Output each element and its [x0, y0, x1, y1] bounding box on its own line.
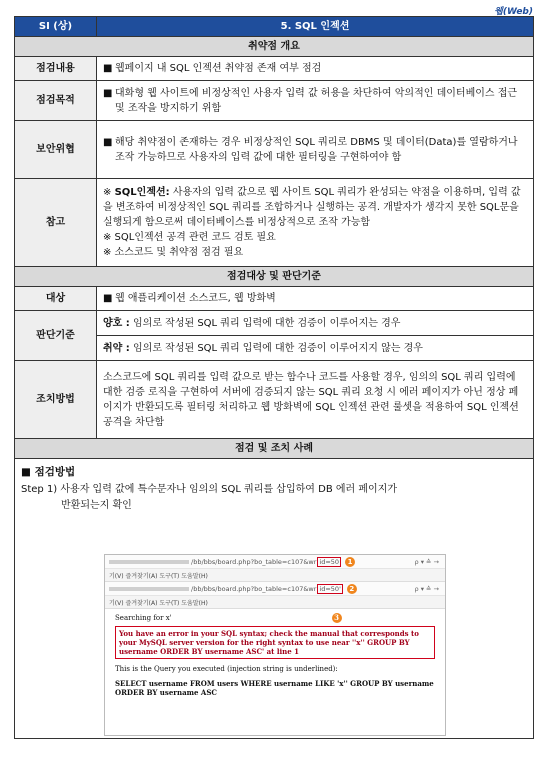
label-check-content: 점검내용	[15, 57, 97, 81]
label-threat: 보안위협	[15, 121, 97, 179]
title-cell: 5. SQL 인젝션	[97, 17, 534, 37]
step-1: Step 1) 사용자 입력 값에 특수문자나 임의의 SQL 쿼리를 삽입하여 DB 에러 페이지가 반환되는지 확인	[21, 484, 398, 511]
menu-bar-2: 기(V) 즐겨찾기(A) 도구(T) 도움말(H)	[105, 596, 445, 609]
square-bullet-icon: ■	[103, 293, 113, 304]
menu-bar-1: 기(V) 즐겨찾기(A) 도구(T) 도움말(H)	[105, 569, 445, 582]
label-reference: 참고	[15, 179, 97, 267]
page-content	[105, 609, 445, 701]
method-heading: ■ 점검방법	[21, 466, 76, 478]
label-target: 대상	[15, 287, 97, 311]
sql-error-box: You have an error in your SQL syntax; check the manual that corresponds to your MySQL server version for the right syntax to use near ''x'' GROUP BY username ORDER BY username ASC' at line 1	[115, 626, 435, 659]
grade-cell: SI (상)	[15, 17, 97, 37]
label-check-purpose: 점검목적	[15, 81, 97, 121]
step-badge-1: 1	[345, 557, 355, 567]
square-bullet-icon: ■	[103, 136, 113, 148]
cell-target: ■ 웹 애플리케이션 소스코드, 웹 방화벽	[97, 287, 534, 311]
browser-controls: ρ ▾ ≙ →	[414, 584, 439, 593]
url-bar-2: /bb/bbs/board.php?bo_table=c107&wr id=50' 2 ρ ▾ ≙ →	[105, 582, 445, 596]
corner-tag: 웹(Web)	[494, 7, 533, 17]
square-bullet-icon: ■	[103, 63, 113, 74]
cell-action: 소스코드에 SQL 쿼리를 입력 값으로 받는 함수나 코드를 사용할 경우, 임의의 SQL 쿼리 입력에 대한 검증 로직을 구현하여 서버에 검증되지 않는 SQL 쿼리 요청 시 에러 페이지가 아닌 정상 페이지가 반환되도록 필터링 처리하고 웹 방화벽에 SQL 인젝션 관련 룰셋을 적용하여 SQL 인젝션 공격을 차단함	[97, 361, 534, 439]
cell-judgment-good: 양호 : 임의로 작성된 SQL 쿼리 입력에 대한 검증이 이루어지는 경우	[97, 311, 534, 336]
cell-threat: ■ 해당 취약점이 존재하는 경우 비정상적인 SQL 쿼리로 DBMS 및 데이터(Data)를 열람하거나 조작 가능하므로 사용자의 입력 값에 대한 필터링을 구현하여야 함	[97, 121, 534, 179]
redacted-host	[109, 560, 189, 564]
label-judgment: 판단기준	[15, 311, 97, 361]
searching-text: Searching for x'	[115, 613, 172, 622]
cell-check-purpose: ■ 대화형 웹 사이트에 비정상적인 사용자 입력 값 허용을 차단하여 악의적인 데이터베이스 접근 및 조작을 방지하기 위함	[97, 81, 534, 121]
browser-screenshot	[104, 554, 446, 736]
step-badge-2: 2	[347, 584, 357, 594]
cell-check-content: ■ 웹페이지 내 SQL 인젝션 취약점 존재 여부 점검	[97, 57, 534, 81]
query-text: SELECT username FROM users WHERE username LIKE 'x'' GROUP BY username ORDER BY username ASC	[115, 679, 434, 697]
step-badge-3: 3	[332, 613, 342, 623]
section-criteria: 점검대상 및 판단기준	[15, 267, 534, 287]
section-case: 점검 및 조치 사례	[15, 439, 534, 459]
square-bullet-icon: ■	[103, 87, 113, 99]
label-action: 조치방법	[15, 361, 97, 439]
browser-controls: ρ ▾ ≙ →	[414, 557, 439, 566]
redacted-host	[109, 587, 189, 591]
cell-judgment-bad: 취약 : 임의로 작성된 SQL 쿼리 입력에 대한 검증이 이루어지지 않는 경우	[97, 336, 534, 361]
section-overview: 취약점 개요	[15, 37, 534, 57]
url-bar-1: /bb/bbs/board.php?bo_table=c107&wr id=50 1 ρ ▾ ≙ →	[105, 555, 445, 569]
cell-reference: ※ SQL인젝션: 사용자의 입력 값으로 웹 사이트 SQL 쿼리가 완성되는 약점을 이용하며, 입력 값을 변조하여 비정상적인 SQL 쿼리를 조합하거나 실행하는 공격. 개발자가 생각지 못한 SQL문을 실행되게 함으로써 데이터베이스를 비정상적으로 조작 가능함 ※ SQL인젝션 공격 관련 코드 검토 필요 ※ 소스코드 및 취약점 점검 필요	[97, 179, 534, 267]
query-label: This is the Query you executed (injection string is underlined):	[115, 665, 338, 673]
